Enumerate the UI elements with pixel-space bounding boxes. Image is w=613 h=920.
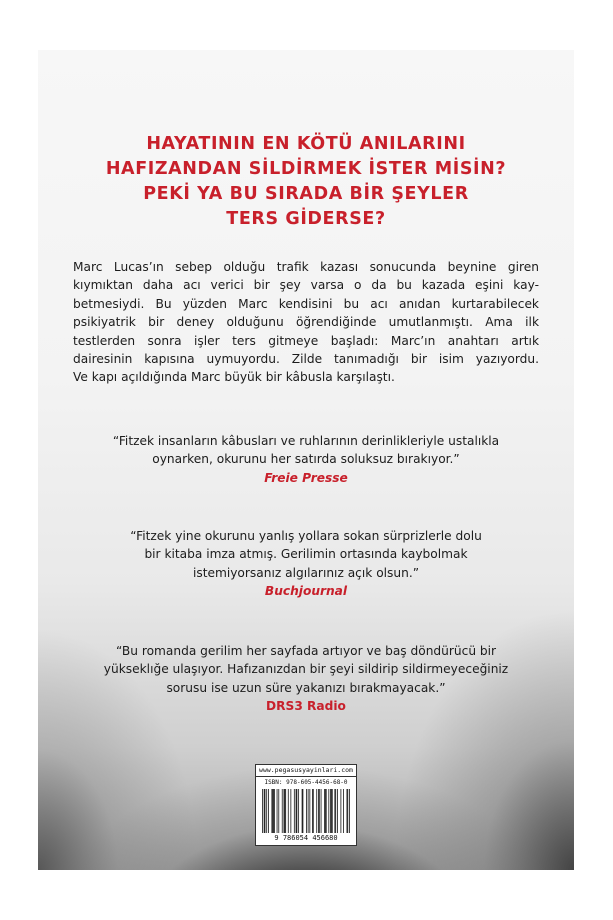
barcode-bar [271,789,272,833]
barcode-bar [274,789,275,833]
synopsis [73,258,539,387]
quote-line: yükseklığe ulaşıyor. Hafızanızdan bir şeyi sildirip sildirmeyeceğiniz [103,662,509,677]
barcode-bar [273,789,274,833]
barcode-bar [264,789,265,833]
barcode-bar [278,789,279,833]
barcode-bar [330,789,331,833]
synopsis-line: dairesinin kapısına uymuyordu. Zilde tanımadığı bir isim yazıyordu. [73,352,539,367]
barcode-bar [337,789,338,833]
barcode-bar [335,789,336,833]
review-quote-buchjournal [58,527,554,601]
headline [38,132,574,232]
barcode-bar [284,789,285,833]
review-quote-drs3-radio [58,642,554,716]
barcode-bar [321,789,322,833]
quote-line: “Bu romanda gerilim her sayfada artıyor ve baş döndürücü bir [115,644,497,658]
quote-source: DRS3 Radio [266,699,346,714]
barcode-bar [328,789,329,833]
barcode-bar [332,789,333,833]
barcode-bar [343,789,344,833]
barcode-bar [268,789,269,833]
headline-line: PEKİ YA BU SIRADA BİR ŞEYLER [143,184,469,204]
barcode-bar [313,789,314,833]
quote-source: Freie Presse [264,470,348,485]
barcode-bar [288,789,289,833]
barcode-icon [262,789,350,833]
barcode-bar [347,789,348,833]
barcode-label [255,764,357,846]
isbn-text: ISBN: 978-605-4456-68-0 [264,779,348,786]
barcode-bar [316,789,317,833]
publisher-url: www.pegasusyayinlari.com [256,765,356,777]
barcode-bar [334,789,335,833]
quote-source: Buchjournal [264,584,348,599]
barcode-number: 9 786054 456680 [274,834,338,842]
barcode-bar [282,789,283,833]
barcode-bar [262,789,263,833]
barcode-bar [347,789,348,833]
barcode-bar [309,789,310,833]
quote-line: istemiyorsanız algılarınız açık olsun.” [192,565,420,580]
review-quote-freie-presse [58,432,554,487]
quote-line: oynarken, okurunu her satırda soluksuz bırakıyor.” [152,452,460,467]
barcode-bar [341,789,342,833]
barcode-bar [277,789,278,833]
barcode-bar [285,789,286,833]
back-cover [38,50,574,870]
barcode-bar [265,789,266,833]
barcode-bar [272,789,273,833]
barcode-bar [312,789,313,833]
synopsis-line: kıymıktan daha acı verici bir şey varsa o da bu kazada eşini kay- [73,278,539,293]
synopsis-line: Ve kapı açıldığında Marc büyük bir kâbusla karşılaştı. [73,370,395,385]
barcode-bar [331,789,332,833]
synopsis-line: Marc Lucas’ın sebep olduğu trafik kazası sonucunda beynine giren [73,260,539,274]
barcode-bar [294,789,295,833]
barcode-bar [349,789,350,833]
synopsis-line: betmesiydi. Bu yüzden Marc kendisini bu acı anıdan kurtarabilecek [73,296,539,311]
headline-line: TERS GİDERSE? [226,209,386,229]
barcode-bar [284,789,285,833]
headline-line: HAFIZANDAN SİLDİRMEK İSTER MİSİN? [105,159,507,179]
barcode-bar [297,789,298,833]
barcode-bar [318,789,319,833]
synopsis-line: testlerden sonra işler ters gitmeye başladı: Marc’ın anahtarı artık [73,333,539,348]
barcode-bar [302,789,303,833]
barcode-bar [326,789,327,833]
barcode-bar [303,789,304,833]
quote-line: “Fitzek yine okurunu yanlış yollara sokan sürprizlerle dolu [130,529,482,543]
barcode-bar [290,789,291,833]
synopsis-line: psikiyatrik bir deney olduğunu öğrendiğinde umutlanmıştı. Ama ilk [73,315,539,330]
barcode-bar [319,789,320,833]
barcode-bar [306,789,307,833]
quote-line: “Fitzek insanların kâbusları ve ruhlarının derinlikleriyle ustalıkla [112,434,500,448]
barcode-bar [325,789,326,833]
barcode-bar [298,789,299,833]
barcode-bar [308,789,309,833]
quote-line: sorusu ise uzun süre yakanızı bırakmayacak.” [166,680,446,695]
barcode-bar [296,789,297,833]
quote-line: bir kitaba imza atmış. Gerilimin ortasında kaybolmak [144,547,468,562]
headline-line: HAYATININ EN KÖTÜ ANILARINI [146,134,466,154]
barcode-bar [266,789,267,833]
barcode-bar [324,789,325,833]
